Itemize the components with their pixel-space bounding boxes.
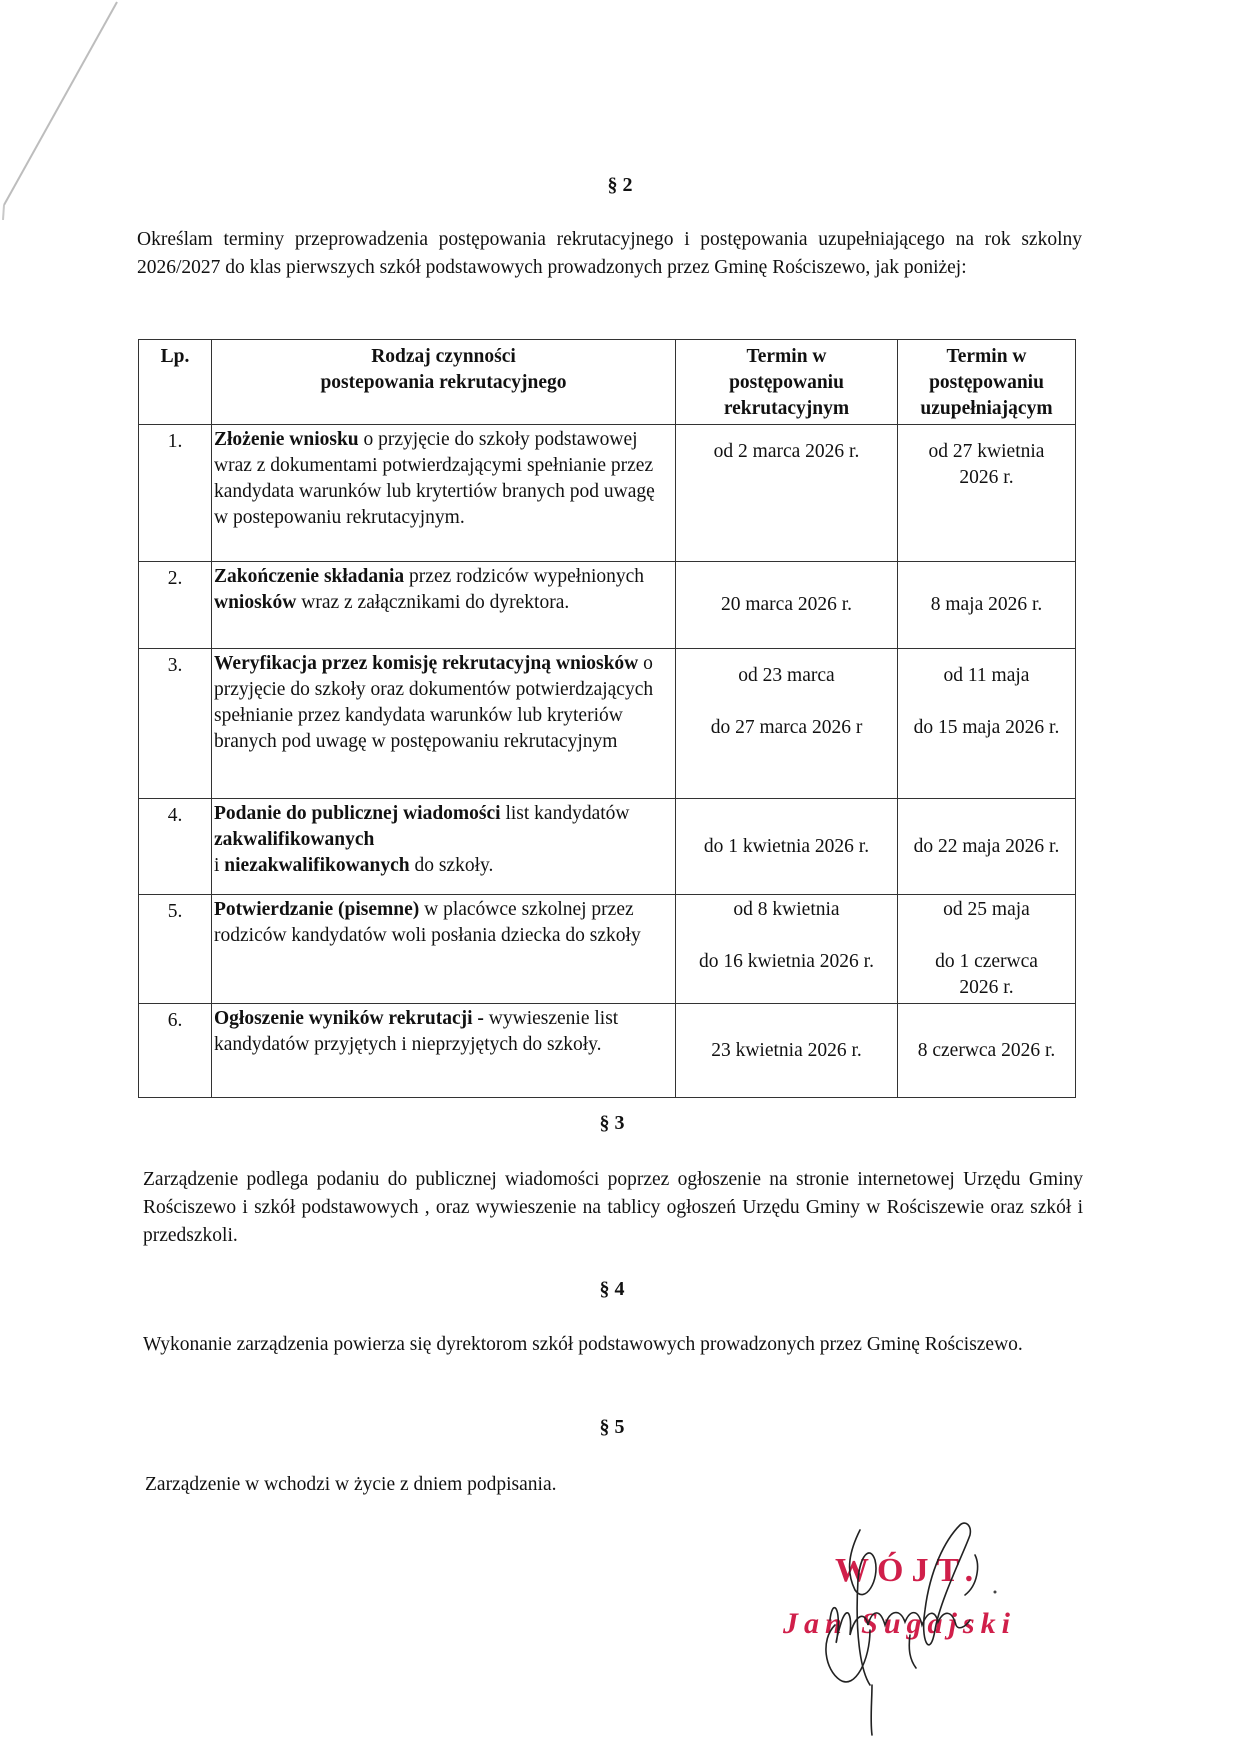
section-2-mark: § 2 bbox=[607, 174, 633, 196]
row-supplementary-term: 8 czerwca 2026 r. bbox=[898, 1004, 1076, 1098]
row-supplementary-term: do 22 maja 2026 r. bbox=[898, 799, 1076, 895]
row-supplementary-term: 8 maja 2026 r. bbox=[898, 562, 1076, 649]
row-number: 4. bbox=[139, 799, 212, 895]
row-activity: Złożenie wniosku o przyjęcie do szkoły podstawowej wraz z dokumentami potwierdzającymi spełnianie przez kandydata warunków lub krytertiów branych pod uwagę w postepowaniu rekrutacyjnym. bbox=[212, 425, 676, 562]
stamp-name: Jan Sugajski bbox=[783, 1607, 1016, 1640]
row-recruitment-term: 20 marca 2026 r. bbox=[676, 562, 898, 649]
row-recruitment-term: od 2 marca 2026 r. bbox=[676, 425, 898, 562]
recruitment-schedule-table bbox=[138, 339, 1076, 1098]
table-row bbox=[139, 649, 1076, 799]
row-activity: Ogłoszenie wyników rekrutacji - wywieszenie list kandydatów przyjętych i nieprzyjętych do szkoły. bbox=[212, 1004, 676, 1098]
table-row bbox=[139, 895, 1076, 1004]
row-number: 2. bbox=[139, 562, 212, 649]
table-row bbox=[139, 562, 1076, 649]
row-supplementary-term: od 11 maja do 15 maja 2026 r. bbox=[898, 649, 1076, 799]
row-recruitment-term: od 23 marca do 27 marca 2026 r bbox=[676, 649, 898, 799]
section-3-mark: § 3 bbox=[599, 1112, 625, 1134]
table-row bbox=[139, 799, 1076, 895]
header-lp: Lp. bbox=[139, 340, 212, 425]
row-activity: Podanie do publicznej wiadomości list kandydatów zakwalifikowanych i niezakwalifikowanych do szkoły. bbox=[212, 799, 676, 895]
header-supplementary-term: Termin w postępowaniu uzupełniającym bbox=[898, 340, 1076, 425]
section-2-intro: Określam terminy przeprowadzenia postępowania rekrutacyjnego i postępowania uzupełniającego na rok szkolny 2026/2027 do klas pierwszych szkół podstawowych prowadzonych przez Gminę Rościszewo, jak poniżej: bbox=[137, 229, 1082, 278]
row-number: 3. bbox=[139, 649, 212, 799]
row-number: 5. bbox=[139, 895, 212, 1004]
row-activity: Potwierdzanie (pisemne) w placówce szkolnej przez rodziców kandydatów woli posłania dziecka do szkoły bbox=[212, 895, 676, 1004]
row-supplementary-term: od 27 kwietnia 2026 r. bbox=[898, 425, 1076, 562]
row-number: 1. bbox=[139, 425, 212, 562]
row-recruitment-term: do 1 kwietnia 2026 r. bbox=[676, 799, 898, 895]
row-supplementary-term: od 25 maja do 1 czerwca 2026 r. bbox=[898, 895, 1076, 1004]
table-header-row bbox=[139, 340, 1076, 425]
section-4-text: Wykonanie zarządzenia powierza się dyrektorom szkół podstawowych prowadzonych przez Gminę Rościszewo. bbox=[143, 1334, 1023, 1355]
stamp-title: WÓJT. bbox=[835, 1552, 982, 1589]
section-4-mark: § 4 bbox=[599, 1278, 625, 1300]
table-row bbox=[139, 425, 1076, 562]
section-5-mark: § 5 bbox=[599, 1416, 625, 1438]
section-3-text: Zarządzenie podlega podaniu do publicznej wiadomości poprzez ogłoszenie na stronie internetowej Urzędu Gminy Rościszewo i szkół podstawowych , oraz wywieszenie na tablicy ogłoszeń Urzędu Gminy w Rościszewie oraz szkół i przedszkoli. bbox=[143, 1169, 1083, 1246]
handwritten-signature bbox=[760, 1510, 1080, 1740]
header-activity: Rodzaj czynności postepowania rekrutacyjnego bbox=[212, 340, 676, 425]
row-activity: Weryfikacja przez komisję rekrutacyjną wniosków o przyjęcie do szkoły oraz dokumentów potwierdzających spełnianie przez kandydata warunków lub kryteriów branych pod uwagę w postępowaniu rekrutacyjnym bbox=[212, 649, 676, 799]
row-number: 6. bbox=[139, 1004, 212, 1098]
row-activity: Zakończenie składania przez rodziców wypełnionych wniosków wraz z załącznikami do dyrektora. bbox=[212, 562, 676, 649]
row-recruitment-term: od 8 kwietnia do 16 kwietnia 2026 r. bbox=[676, 895, 898, 1004]
header-recruitment-term: Termin w postępowaniu rekrutacyjnym bbox=[676, 340, 898, 425]
row-recruitment-term: 23 kwietnia 2026 r. bbox=[676, 1004, 898, 1098]
section-5-text: Zarządzenie w wchodzi w życie z dniem podpisania. bbox=[145, 1474, 557, 1495]
table-row bbox=[139, 1004, 1076, 1098]
